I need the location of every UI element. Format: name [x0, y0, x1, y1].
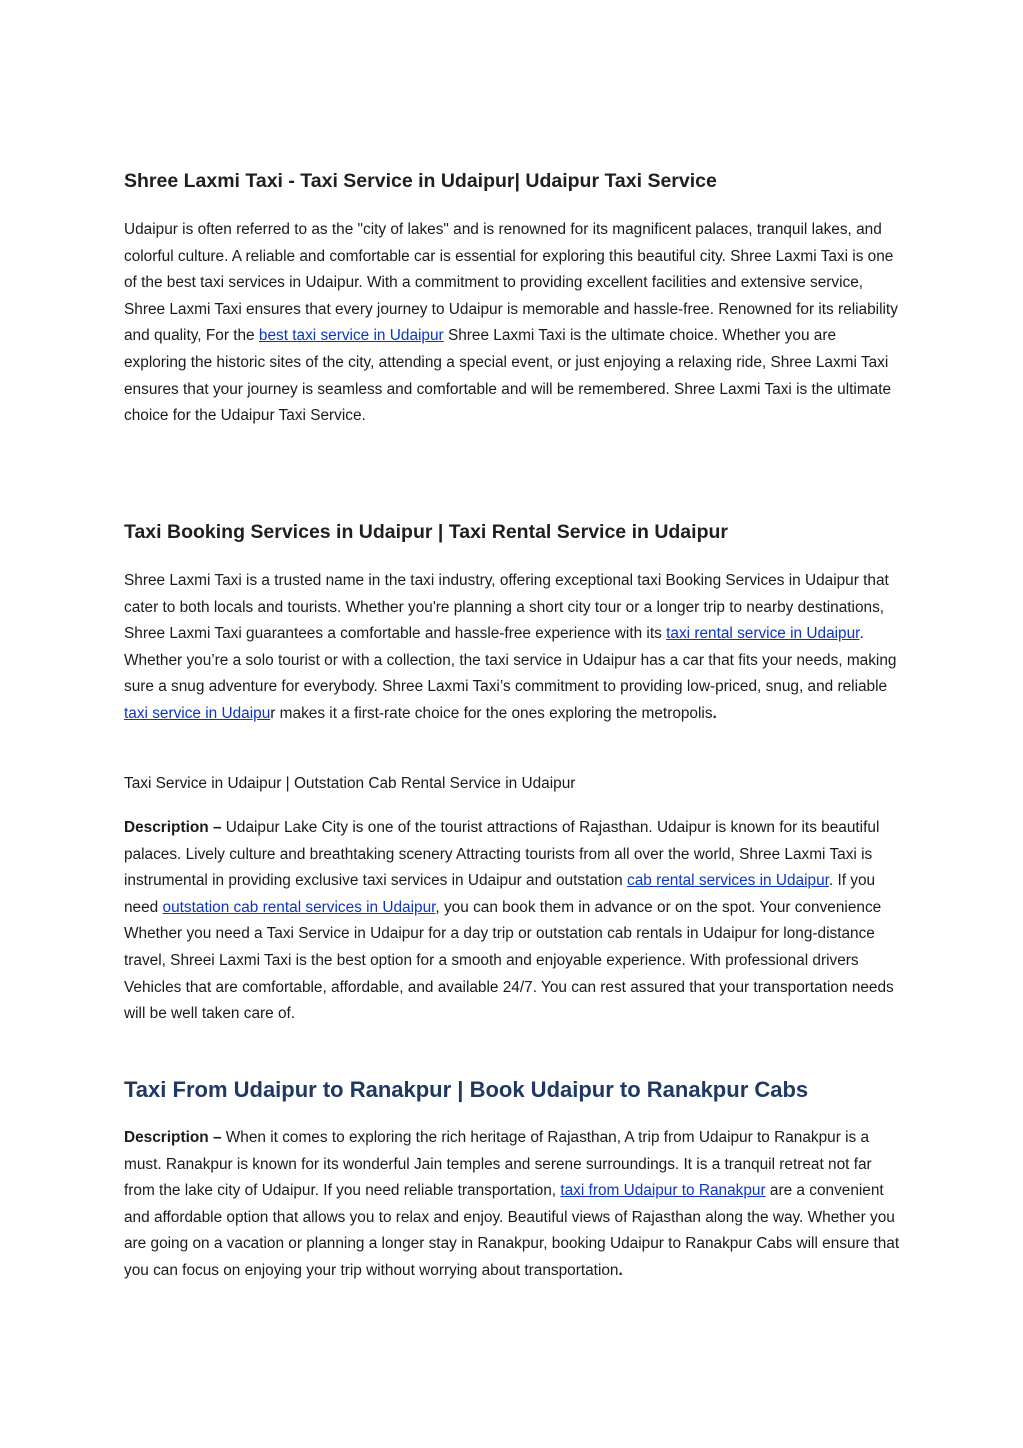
section-intro: [124, 168, 900, 194]
paragraph: [124, 815, 900, 1028]
paragraph: [124, 217, 900, 430]
description-label: Description –: [124, 1129, 222, 1146]
best-taxi-service-link[interactable]: best taxi service in Udaipur: [258, 327, 444, 345]
taxi-service-link[interactable]: taxi service in Udaipu: [124, 704, 271, 722]
paragraph-text: Udaipur Lake City is one of the tourist attractions of Rajasthan. Udaipur is known for its beautiful palaces. Lively culture and breathtaking scenery Attracting tourists from all over the world, Shree Laxmi Taxi is instrumental in providing exclusive taxi services in Udaipur and outstation: [124, 819, 880, 890]
paragraph-text: Udaipur is often referred to as the "city of lakes" and is renowned for its magnificent palaces, tranquil lakes, and colorful culture. A reliable and comfortable car is essential for exploring this beautiful city. Shree Laxmi Taxi is one of the best taxi services in Udaipur. With a commitment to providing excellent facilities and extensive service, Shree Laxmi Taxi ensures that every journey to Udaipur is memorable and hassle-free. Renowned for its reliability and quality, For the: [124, 221, 898, 345]
section-heading: Shree Laxmi Taxi - Taxi Service in Udaipur| Udaipur Taxi Service: [124, 170, 717, 192]
paragraph-end-mark: .: [618, 1261, 623, 1279]
paragraph: [124, 1125, 900, 1285]
section-outstation-subheading: [124, 771, 900, 798]
taxi-udaipur-ranakpur-link[interactable]: taxi from Udaipur to Ranakpur: [560, 1182, 766, 1200]
section-intro-body: [124, 217, 900, 430]
section-booking: [124, 519, 900, 545]
paragraph-text: , you can book them in advance or on the spot. Your convenience Whether you need a Taxi Service in Udaipur for a day trip or outstation cab rentals in Udaipur for long-distance travel, Shreei Laxmi Taxi is the best option for a smooth and enjoyable experience. With professional drivers Vehicles that are comfortable, affordable, and available 24/7. You can rest assured that your transportation needs will be well taken care of.: [124, 898, 894, 1023]
section-ranakpur-body: [124, 1125, 900, 1285]
section-heading: Taxi Booking Services in Udaipur | Taxi Rental Service in Udaipur: [124, 521, 728, 543]
paragraph-text: . If you need: [124, 872, 876, 916]
section-booking-body: [124, 568, 900, 728]
paragraph-text: r makes it a first-rate choice for the ones exploring the metropolis: [270, 704, 713, 722]
paragraph-text: Shree Laxmi Taxi is the ultimate choice. Whether you are exploring the historic sites of the city, attending a special event, or just enjoying a relaxing ride, Shree Laxmi Taxi ensures that your journey is seamless and comfortable and will be remembered. Shree Laxmi Taxi is the ultimate choice for the Udaipur Taxi Service.: [124, 327, 892, 425]
paragraph-text: Shree Laxmi Taxi is a trusted name in the taxi industry, offering exceptional taxi Booking Services in Udaipur that cater to both locals and tourists. Whether you're planning a short city tour or a longer trip to nearby destinations, Shree Laxmi Taxi guarantees a comfortable and hassle-free experience with its: [124, 572, 889, 643]
taxi-rental-service-link[interactable]: taxi rental service in Udaipur: [666, 625, 860, 643]
paragraph-text: . Whether you’re a solo tourist or with a collection, the taxi service in Udaipur has a car that fits your needs, making sure a snug adventure for everybody. Shree Laxmi Taxi’s commitment to providing low-priced, snug, and reliable: [124, 625, 897, 696]
paragraph-text: are a convenient and affordable option that allows you to relax and enjoy. Beautiful views of Rajasthan along the way. Whether you are going on a vacation or planning a longer stay in Ranakpur, booking Udaipur to Ranakpur Cabs will ensure that you can focus on enjoying your trip without worrying about transportation: [124, 1182, 900, 1279]
section-outstation-body: [124, 815, 900, 1028]
cab-rental-services-link[interactable]: cab rental services in Udaipur: [627, 872, 829, 890]
section-heading: Taxi From Udaipur to Ranakpur | Book Udaipur to Ranakpur Cabs: [124, 1077, 809, 1102]
paragraph-text: When it comes to exploring the rich heritage of Rajasthan, A trip from Udaipur to Ranakpur is a must. Ranakpur is known for its wonderful Jain temples and serene surroundings. It is a tranquil retreat not far from the lake city of Udaipur. If you need reliable transportation,: [124, 1129, 872, 1200]
section-ranakpur: [124, 1075, 900, 1105]
description-label: Description –: [124, 819, 222, 836]
paragraph: [124, 568, 900, 728]
subheading: Taxi Service in Udaipur | Outstation Cab Rental Service in Udaipur: [124, 775, 576, 792]
outstation-cab-rental-link[interactable]: outstation cab rental services in Udaipur: [162, 898, 436, 916]
paragraph-end-mark: .: [712, 704, 717, 722]
